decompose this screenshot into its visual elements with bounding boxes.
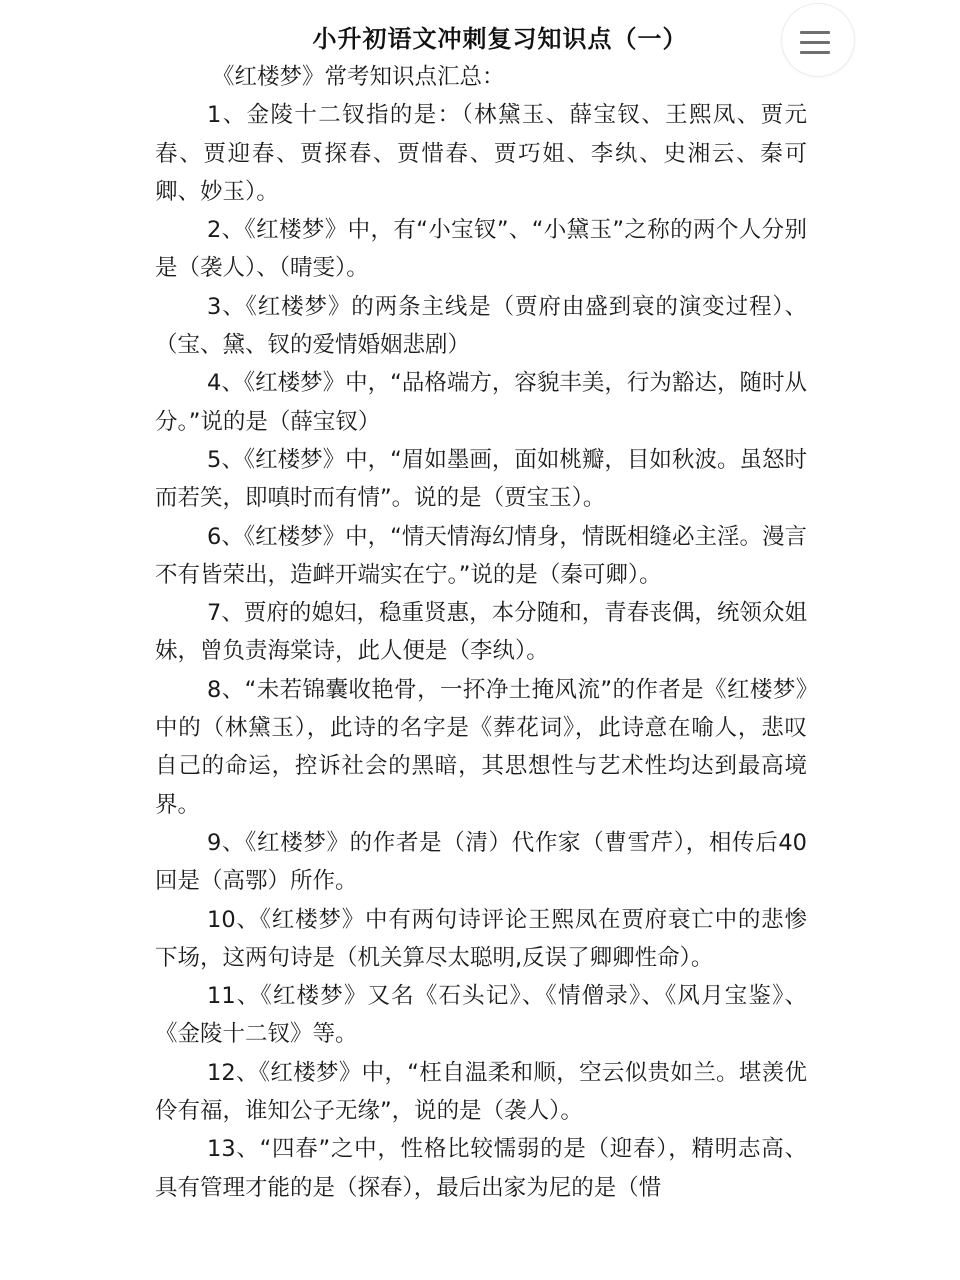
knowledge-item-5: 5、《红楼梦》中，“眉如墨画，面如桃瓣，目如秋波。虽怒时而若笑，即嗔时而有情”。说的是（贾宝玉）。 bbox=[155, 446, 807, 512]
knowledge-item-13: 13、“四春”之中，性格比较懦弱的是（迎春），精明志高、具有管理才能的是（探春），最后出家为尼的是（惜 bbox=[155, 1136, 807, 1201]
knowledge-item-7: 7、贾府的媳妇，稳重贤惠，本分随和，青春丧偶，统领众姐妹，曾负责海棠诗，此人便是（李纨）。 bbox=[155, 600, 807, 665]
knowledge-item-1: 1、金陵十二钗指的是：（林黛玉、薛宝钗、王熙凤、贾元春、贾迎春、贾探春、贾惜春、贾巧姐、李纨、史湘云、秦可卿、妙玉）。 bbox=[155, 102, 807, 205]
knowledge-item-8: 8、“未若锦囊收艳骨，一抔净土掩风流”的作者是《红楼梦》中的（林黛玉），此诗的名字是《葬花词》，此诗意在喻人，悲叹自己的命运，控诉社会的黑暗，其思想性与艺术性均达到最高境界。 bbox=[155, 676, 807, 818]
hamburger-menu-icon bbox=[800, 31, 830, 34]
knowledge-item-4: 4、《红楼梦》中，“品格端方，容貌丰美，行为豁达，随时从分。”说的是（薛宝钗） bbox=[155, 370, 807, 435]
hamburger-menu-icon-bar-3 bbox=[800, 51, 830, 54]
knowledge-item-3: 3、《红楼梦》的两条主线是（贾府由盛到衰的演变过程）、（宝、黛、钗的爱情婚姻悲剧） bbox=[155, 293, 807, 359]
knowledge-item-2: 2、《红楼梦》中，有“小宝钗”、“小黛玉”之称的两个人分别是（袭人）、（晴雯）。 bbox=[155, 217, 807, 282]
hamburger-menu-icon-bar-2 bbox=[800, 41, 830, 44]
document-body bbox=[155, 58, 807, 1207]
knowledge-item-6: 6、《红楼梦》中，“情天情海幻情身，情既相缝必主淫。漫言不有皆荣出，造衅开端实在宁。”说的是（秦可卿）。 bbox=[155, 523, 807, 588]
section-heading: 《红楼梦》常考知识点汇总： bbox=[212, 64, 505, 90]
knowledge-item-11: 11、《红楼梦》又名《石头记》、《情僧录》、《风月宝鉴》、《金陵十二钗》等。 bbox=[155, 983, 807, 1048]
knowledge-item-9: 9、《红楼梦》的作者是（清）代作家（曹雪芹），相传后40回是（高鄂）所作。 bbox=[155, 829, 807, 895]
page-title: 小升初语文冲刺复习知识点（一） bbox=[312, 25, 688, 53]
knowledge-item-10: 10、《红楼梦》中有两句诗评论王熙凤在贾府衰亡中的悲惨下场，这两句诗是（机关算尽太聪明,反误了卿卿性命）。 bbox=[155, 906, 807, 971]
knowledge-item-12: 12、《红楼梦》中，“枉自温柔和顺，空云似贵如兰。堪羡优伶有福，谁知公子无缘”，说的是（袭人）。 bbox=[155, 1059, 807, 1125]
